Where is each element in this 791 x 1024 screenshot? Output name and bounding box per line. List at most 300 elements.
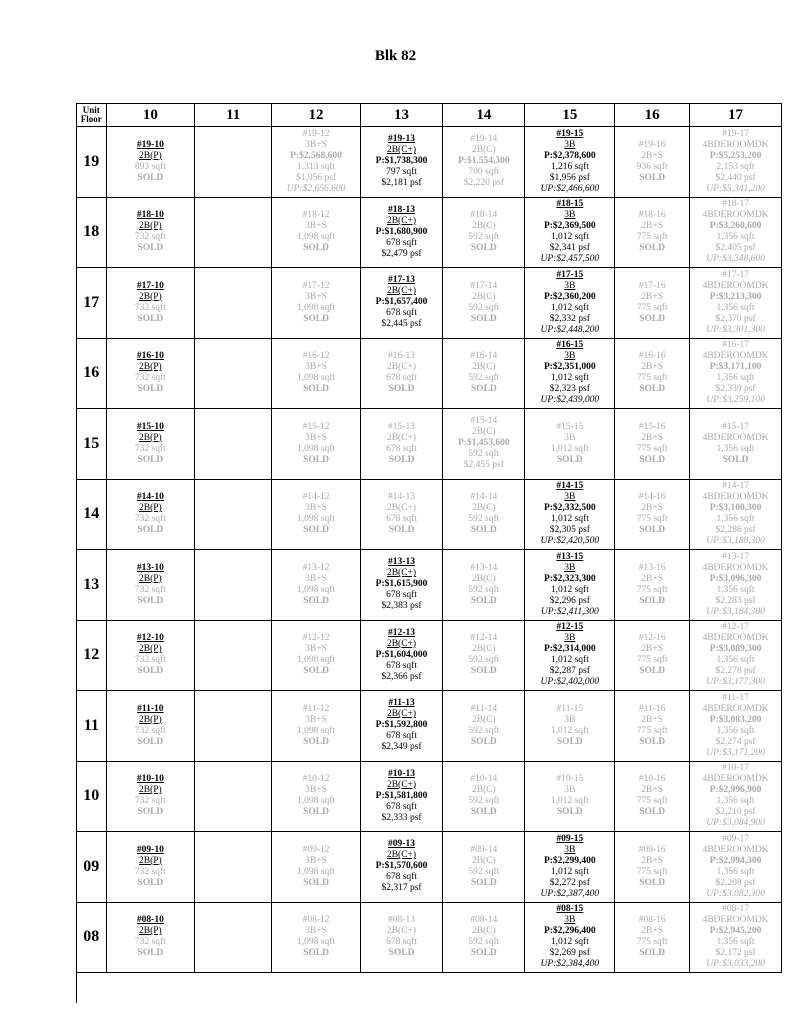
unit-line: 2B(C) bbox=[471, 926, 496, 937]
margin-line bbox=[76, 963, 77, 1003]
unit-line: 4BDEROOMDK bbox=[702, 915, 769, 926]
unit-line: 2B+S bbox=[641, 362, 664, 373]
unit-cell bbox=[360, 761, 442, 832]
unit-sold bbox=[690, 552, 781, 618]
unit-cell bbox=[690, 409, 782, 480]
unit-line: SOLD bbox=[556, 807, 583, 818]
unit-line: 2B(C) bbox=[471, 855, 496, 866]
unit-cell bbox=[106, 127, 195, 198]
unit-sold bbox=[443, 210, 524, 254]
unit-line: 3B bbox=[564, 785, 576, 796]
unit-line: P:$3,171,100 bbox=[709, 362, 762, 373]
unit-line: #10-10 bbox=[136, 774, 164, 785]
unit-cell bbox=[443, 268, 525, 339]
unit-line: 3B+S bbox=[305, 291, 327, 302]
unit-cell bbox=[525, 550, 615, 621]
unit-cell bbox=[195, 832, 272, 903]
unit-line: SOLD bbox=[722, 454, 749, 465]
unit-sold bbox=[272, 351, 360, 395]
unit-line: 1,012 sqft bbox=[550, 443, 589, 454]
unit-line: SOLD bbox=[470, 736, 497, 747]
unit-line: P:$2,568,600 bbox=[290, 150, 342, 161]
unit-line: P:$1,615,900 bbox=[375, 579, 428, 590]
unit-line: P:$2,369,500 bbox=[543, 221, 596, 232]
unit-line: 2B(C+) bbox=[386, 432, 417, 443]
unit-line: 1,098 sqft bbox=[297, 373, 336, 384]
unit-sold bbox=[272, 281, 360, 325]
unit-line: #10-14 bbox=[470, 774, 498, 785]
unit-line: 732 sqft bbox=[134, 866, 166, 877]
unit-line: SOLD bbox=[137, 172, 164, 183]
unit-line: UP:$3,033,200 bbox=[706, 959, 765, 970]
unit-line: #09-14 bbox=[470, 844, 498, 855]
unit-line: 893 sqft bbox=[134, 161, 166, 172]
unit-table bbox=[76, 103, 782, 973]
unit-line: UP:$3,184,300 bbox=[706, 606, 765, 617]
unit-line: 3B bbox=[564, 432, 576, 443]
unit-line: 732 sqft bbox=[134, 655, 166, 666]
unit-line: 1,098 sqft bbox=[297, 796, 336, 807]
unit-line: #11-15 bbox=[556, 703, 584, 714]
unit-line: P:$1,738,300 bbox=[375, 156, 428, 167]
unit-line: 2B(P) bbox=[139, 503, 162, 514]
unit-line: #11-12 bbox=[302, 703, 330, 714]
unit-line: UP:$2,411,300 bbox=[540, 606, 599, 617]
unit-cell bbox=[443, 761, 525, 832]
unit-line: #17-15 bbox=[556, 269, 584, 280]
floor-label: 14 bbox=[77, 479, 107, 550]
unit-line: $2,272 psf bbox=[549, 877, 590, 888]
unit-line: 4BDEROOMDK bbox=[702, 562, 769, 573]
unit-cell bbox=[195, 268, 272, 339]
unit-sold bbox=[690, 199, 781, 265]
unit-line: #16-12 bbox=[302, 351, 330, 362]
unit-line: 678 sqft bbox=[386, 590, 417, 601]
unit-cell bbox=[272, 338, 361, 409]
unit-line: 1,012 sqft bbox=[550, 584, 589, 595]
unit-line: #17-14 bbox=[470, 280, 498, 291]
unit-line: #18-14 bbox=[470, 210, 498, 221]
unit-line: 775 sqft bbox=[636, 655, 668, 666]
unit-line: #10-15 bbox=[556, 774, 584, 785]
unit-line: #09-12 bbox=[302, 844, 330, 855]
table-row bbox=[77, 832, 782, 903]
unit-line: P:$3,089,300 bbox=[709, 644, 762, 655]
unit-line: 3B+S bbox=[305, 503, 327, 514]
unit-line: #16-13 bbox=[388, 351, 415, 362]
unit-line: P:$1,604,000 bbox=[375, 649, 428, 660]
unit-available bbox=[525, 481, 614, 547]
unit-cell bbox=[690, 197, 782, 268]
unit-line: $2,210 psf bbox=[715, 807, 756, 818]
unit-line: SOLD bbox=[137, 948, 164, 959]
unit-line: 1,098 sqft bbox=[297, 584, 336, 595]
unit-line: SOLD bbox=[137, 243, 164, 254]
table-row bbox=[77, 479, 782, 550]
unit-cell bbox=[272, 832, 361, 903]
unit-line: #14-17 bbox=[722, 481, 750, 492]
unit-line: SOLD bbox=[470, 877, 497, 888]
unit-cell bbox=[195, 127, 272, 198]
unit-available bbox=[525, 340, 614, 406]
unit-line: #11-13 bbox=[388, 698, 415, 709]
unit-line: SOLD bbox=[639, 454, 666, 465]
unit-line: 732 sqft bbox=[134, 725, 166, 736]
unit-line: 3B+S bbox=[305, 573, 327, 584]
unit-line: 3B+S bbox=[305, 362, 327, 373]
unit-line: UP:$2,384,400 bbox=[540, 959, 600, 970]
unit-line: UP:$3,171,200 bbox=[706, 747, 765, 758]
unit-line: SOLD bbox=[303, 525, 329, 536]
unit-line: 3B bbox=[564, 562, 576, 573]
unit-line: #08-17 bbox=[722, 904, 750, 915]
unit-line: #18-17 bbox=[722, 199, 750, 210]
unit-cell bbox=[443, 550, 525, 621]
table-row bbox=[77, 409, 782, 480]
unit-line: #17-12 bbox=[302, 280, 330, 291]
table-row bbox=[77, 338, 782, 409]
unit-cell bbox=[525, 409, 615, 480]
unit-sold bbox=[690, 422, 781, 466]
unit-line: #19-15 bbox=[556, 128, 584, 139]
unit-line: UP:$2,402,000 bbox=[540, 677, 600, 688]
unit-cell bbox=[690, 691, 782, 762]
unit-cell bbox=[195, 761, 272, 832]
unit-sold bbox=[690, 129, 781, 195]
unit-line: 700 sqft bbox=[468, 167, 500, 178]
unit-line: 678 sqft bbox=[386, 872, 417, 883]
unit-sold bbox=[615, 422, 689, 466]
unit-line: 1,098 sqft bbox=[297, 232, 336, 243]
unit-cell bbox=[272, 550, 361, 621]
unit-line: 2B(P) bbox=[139, 150, 162, 161]
unit-line: #09-17 bbox=[722, 833, 750, 844]
unit-sold bbox=[525, 704, 614, 748]
unit-cell bbox=[272, 902, 361, 973]
unit-line: 775 sqft bbox=[636, 866, 668, 877]
unit-line: UP:$2,439,000 bbox=[540, 395, 600, 406]
unit-line: SOLD bbox=[137, 454, 164, 465]
unit-line: 1,098 sqft bbox=[297, 302, 336, 313]
unit-line: 2B(C) bbox=[471, 221, 496, 232]
unit-line: UP:$3,301,300 bbox=[706, 324, 765, 335]
unit-line: 592 sqft bbox=[468, 796, 500, 807]
unit-cell bbox=[272, 409, 361, 480]
table-row bbox=[77, 197, 782, 268]
unit-available bbox=[361, 839, 442, 894]
unit-line: 678 sqft bbox=[386, 443, 417, 454]
unit-line: #17-10 bbox=[136, 280, 164, 291]
unit-line: UP:$5,341,200 bbox=[706, 183, 765, 194]
unit-available bbox=[361, 628, 442, 683]
unit-cell bbox=[272, 691, 361, 762]
unit-cell bbox=[615, 268, 690, 339]
unit-line: 1,356 sqft bbox=[716, 514, 755, 525]
unit-line: $2,317 psf bbox=[381, 883, 422, 894]
unit-line: 4BDEROOMDK bbox=[702, 774, 769, 785]
unit-sold bbox=[615, 563, 689, 607]
unit-line: #11-16 bbox=[638, 703, 666, 714]
unit-cell bbox=[272, 761, 361, 832]
unit-line: $2,349 psf bbox=[381, 742, 422, 753]
unit-line: SOLD bbox=[556, 736, 583, 747]
unit-line: #15-17 bbox=[722, 421, 750, 432]
unit-line: UP:$3,188,300 bbox=[706, 536, 765, 547]
unit-line: 4BDEROOMDK bbox=[702, 351, 769, 362]
unit-line: SOLD bbox=[639, 243, 666, 254]
unit-line: #08-12 bbox=[302, 915, 330, 926]
unit-cell bbox=[272, 197, 361, 268]
unit-line: $2,455 psf bbox=[463, 460, 504, 471]
unit-line: $2,366 psf bbox=[381, 671, 422, 682]
unit-line: 1,098 sqft bbox=[297, 443, 336, 454]
unit-sold bbox=[107, 915, 195, 959]
unit-line: #08-15 bbox=[556, 904, 584, 915]
floor-label: 18 bbox=[77, 197, 107, 268]
page-title: Blk 82 bbox=[374, 48, 417, 64]
unit-sold bbox=[107, 281, 195, 325]
unit-line: 2B(P) bbox=[139, 221, 162, 232]
unit-line: 2B(C+) bbox=[386, 145, 417, 156]
unit-cell bbox=[443, 691, 525, 762]
unit-line: #14-12 bbox=[302, 492, 330, 503]
unit-line: #18-13 bbox=[388, 204, 415, 215]
unit-cell bbox=[690, 338, 782, 409]
unit-line: 4BDEROOMDK bbox=[702, 633, 769, 644]
unit-cell bbox=[443, 409, 525, 480]
unit-line: 1,098 sqft bbox=[297, 514, 336, 525]
unit-line: P:$2,299,400 bbox=[543, 855, 596, 866]
unit-line: 2B(P) bbox=[139, 855, 162, 866]
unit-cell bbox=[690, 127, 782, 198]
unit-line: 1,012 sqft bbox=[550, 866, 589, 877]
unit-line: 936 sqft bbox=[636, 161, 668, 172]
unit-sold bbox=[272, 704, 360, 748]
unit-sold bbox=[443, 845, 524, 889]
unit-line: #13-14 bbox=[470, 562, 498, 573]
unit-line: #19-13 bbox=[388, 134, 415, 145]
unit-line: 592 sqft bbox=[468, 655, 500, 666]
unit-line: 592 sqft bbox=[468, 514, 500, 525]
unit-line: #16-14 bbox=[470, 351, 498, 362]
unit-line: #19-10 bbox=[136, 139, 164, 150]
unit-cell bbox=[360, 268, 442, 339]
unit-line: P:$1,453,600 bbox=[457, 438, 510, 449]
unit-line: $2,286 psf bbox=[715, 525, 756, 536]
unit-cell bbox=[615, 197, 690, 268]
unit-line: SOLD bbox=[303, 243, 329, 254]
unit-line: #15-16 bbox=[638, 421, 666, 432]
unit-line: #12-13 bbox=[388, 627, 415, 638]
unit-line: 1,012 sqft bbox=[550, 796, 589, 807]
floor-label: 08 bbox=[77, 902, 107, 973]
unit-line: SOLD bbox=[137, 384, 164, 395]
unit-line: #18-12 bbox=[302, 210, 330, 221]
unit-cell bbox=[106, 479, 195, 550]
unit-sold bbox=[272, 422, 360, 466]
unit-line: 2B(C+) bbox=[386, 286, 417, 297]
unit-cell bbox=[443, 197, 525, 268]
unit-line: $2,479 psf bbox=[381, 248, 422, 259]
unit-line: P:$2,996,900 bbox=[709, 785, 762, 796]
unit-line: SOLD bbox=[470, 384, 497, 395]
unit-line: P:$2,945,200 bbox=[709, 926, 762, 937]
unit-line: 2B+S bbox=[641, 432, 664, 443]
corner-header bbox=[77, 104, 107, 127]
unit-cell bbox=[525, 197, 615, 268]
unit-sold bbox=[272, 210, 360, 254]
unit-line: SOLD bbox=[137, 666, 164, 677]
unit-line: #18-16 bbox=[638, 210, 666, 221]
unit-sold bbox=[690, 693, 781, 759]
unit-line: #15-13 bbox=[388, 421, 415, 432]
unit-line: 3B bbox=[564, 844, 576, 855]
unit-cell bbox=[690, 550, 782, 621]
unit-line: 1,012 sqft bbox=[550, 725, 589, 736]
unit-line: 2B+S bbox=[641, 291, 664, 302]
unit-line: #17-16 bbox=[638, 280, 666, 291]
unit-line: #13-15 bbox=[556, 551, 584, 562]
unit-line: 775 sqft bbox=[636, 443, 668, 454]
unit-line: 775 sqft bbox=[636, 232, 668, 243]
unit-line: 1,356 sqft bbox=[716, 725, 755, 736]
unit-line: SOLD bbox=[303, 736, 329, 747]
unit-line: #13-10 bbox=[136, 562, 164, 573]
unit-line: 732 sqft bbox=[134, 514, 166, 525]
unit-line: 2B(C) bbox=[471, 362, 496, 373]
unit-line: #12-14 bbox=[470, 633, 498, 644]
unit-cell bbox=[443, 338, 525, 409]
unit-sold bbox=[443, 281, 524, 325]
unit-line: $2,181 psf bbox=[381, 178, 422, 189]
table-row bbox=[77, 691, 782, 762]
unit-line: P:$2,351,000 bbox=[543, 362, 596, 373]
unit-cell bbox=[195, 479, 272, 550]
unit-line: 2B(P) bbox=[139, 644, 162, 655]
unit-available bbox=[361, 557, 442, 612]
floor-label: 17 bbox=[77, 268, 107, 339]
unit-line: SOLD bbox=[303, 948, 329, 959]
unit-cell bbox=[195, 550, 272, 621]
unit-line: UP:$3,259,100 bbox=[706, 395, 765, 406]
unit-line: 1,356 sqft bbox=[716, 232, 755, 243]
unit-sold bbox=[690, 270, 781, 336]
unit-line: #15-14 bbox=[470, 416, 498, 427]
unit-line: 1,356 sqft bbox=[716, 866, 755, 877]
unit-sold bbox=[615, 704, 689, 748]
unit-line: 4BDEROOMDK bbox=[702, 280, 769, 291]
unit-line: SOLD bbox=[137, 807, 164, 818]
unit-line: 797 sqft bbox=[386, 167, 417, 178]
unit-line: $2,341 psf bbox=[549, 243, 590, 254]
unit-cell bbox=[106, 902, 195, 973]
unit-line: P:$1,680,900 bbox=[375, 226, 428, 237]
unit-sold bbox=[443, 416, 524, 471]
unit-line: 1,216 sqft bbox=[550, 161, 589, 172]
unit-line: 2B(P) bbox=[139, 573, 162, 584]
unit-line: 2B(C+) bbox=[386, 215, 417, 226]
unit-line: P:$3,100,300 bbox=[709, 503, 762, 514]
unit-line: UP:$2,457,500 bbox=[540, 254, 600, 265]
unit-sold bbox=[443, 704, 524, 748]
column-header-11: 11 bbox=[195, 104, 272, 127]
unit-line: P:$2,296,400 bbox=[543, 926, 596, 937]
unit-line: #10-17 bbox=[722, 763, 750, 774]
unit-line: #12-12 bbox=[302, 633, 330, 644]
table-body bbox=[77, 127, 782, 973]
unit-line: SOLD bbox=[388, 948, 415, 959]
unit-cell bbox=[195, 620, 272, 691]
unit-line: 1,098 sqft bbox=[297, 655, 336, 666]
unit-line: $2,305 psf bbox=[549, 525, 590, 536]
unit-line: #16-16 bbox=[638, 351, 666, 362]
unit-line: 2B(C+) bbox=[386, 709, 417, 720]
unit-sold bbox=[361, 492, 442, 536]
unit-cell bbox=[615, 338, 690, 409]
unit-line: $2,296 psf bbox=[549, 595, 590, 606]
unit-line: SOLD bbox=[137, 736, 164, 747]
unit-sold bbox=[615, 633, 689, 677]
unit-line: 3B+S bbox=[305, 855, 327, 866]
unit-line: 1,012 sqft bbox=[550, 232, 589, 243]
unit-available bbox=[525, 552, 614, 618]
unit-line: #14-14 bbox=[470, 492, 498, 503]
unit-sold bbox=[443, 633, 524, 677]
unit-cell bbox=[615, 832, 690, 903]
unit-line: 2B+S bbox=[641, 785, 664, 796]
unit-line: $2,445 psf bbox=[381, 319, 422, 330]
unit-line: P:$1,570,600 bbox=[375, 861, 428, 872]
unit-line: P:$5,253,200 bbox=[709, 150, 762, 161]
unit-sold bbox=[690, 834, 781, 900]
unit-line: 2B(C+) bbox=[386, 568, 417, 579]
unit-line: SOLD bbox=[470, 595, 497, 606]
unit-line: 2B(P) bbox=[139, 432, 162, 443]
unit-line: UP:$2,420,500 bbox=[540, 536, 600, 547]
unit-line: SOLD bbox=[470, 666, 497, 677]
unit-available bbox=[361, 134, 442, 189]
unit-sold bbox=[361, 422, 442, 466]
unit-cell bbox=[272, 268, 361, 339]
unit-line: 3B bbox=[564, 633, 576, 644]
unit-line: #18-15 bbox=[556, 199, 584, 210]
unit-line: 1,356 sqft bbox=[716, 373, 755, 384]
unit-cell bbox=[106, 832, 195, 903]
unit-line: #15-15 bbox=[556, 421, 584, 432]
unit-line: 2B+S bbox=[641, 573, 664, 584]
unit-cell bbox=[272, 620, 361, 691]
unit-cell bbox=[106, 550, 195, 621]
unit-line: 2B+S bbox=[641, 714, 664, 725]
unit-line: SOLD bbox=[137, 877, 164, 888]
unit-line: 732 sqft bbox=[134, 584, 166, 595]
unit-line: #18-10 bbox=[136, 210, 164, 221]
unit-line: P:$1,581,800 bbox=[375, 790, 428, 801]
unit-sold bbox=[690, 904, 781, 970]
unit-line: 1,356 sqft bbox=[716, 796, 755, 807]
unit-line: 775 sqft bbox=[636, 514, 668, 525]
unit-line: SOLD bbox=[639, 313, 666, 324]
unit-cell bbox=[615, 902, 690, 973]
unit-line: P:$1,554,300 bbox=[457, 156, 510, 167]
unit-cell bbox=[525, 268, 615, 339]
unit-line: 3B+S bbox=[305, 714, 327, 725]
unit-line: 732 sqft bbox=[134, 302, 166, 313]
unit-cell bbox=[360, 127, 442, 198]
unit-sold bbox=[615, 210, 689, 254]
unit-line: 1,012 sqft bbox=[550, 937, 589, 948]
unit-line: #09-10 bbox=[136, 844, 164, 855]
